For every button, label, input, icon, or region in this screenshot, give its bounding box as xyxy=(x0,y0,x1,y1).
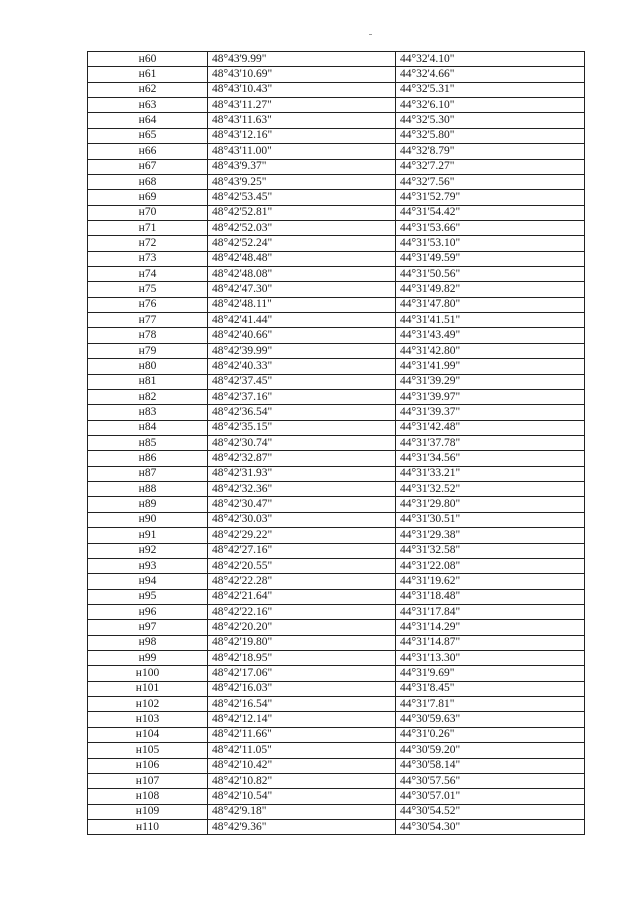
table-row xyxy=(88,727,585,742)
point-name-cell: н100 xyxy=(88,666,208,681)
table-row xyxy=(88,52,585,67)
latitude-cell: 48°42'37.45" xyxy=(208,374,396,389)
table-row xyxy=(88,297,585,312)
longitude-cell: 44°32'6.10" xyxy=(396,98,585,113)
longitude-cell: 44°32'7.56" xyxy=(396,174,585,189)
point-name-cell: н103 xyxy=(88,712,208,727)
table-row xyxy=(88,313,585,328)
latitude-cell: 48°42'40.33" xyxy=(208,359,396,374)
latitude-cell: 48°42'20.55" xyxy=(208,558,396,573)
longitude-cell: 44°31'39.37" xyxy=(396,405,585,420)
point-name-cell: н99 xyxy=(88,651,208,666)
longitude-cell: 44°32'7.27" xyxy=(396,159,585,174)
longitude-cell: 44°30'59.20" xyxy=(396,743,585,758)
latitude-cell: 48°43'11.63" xyxy=(208,113,396,128)
longitude-cell: 44°31'39.29" xyxy=(396,374,585,389)
longitude-cell: 44°31'22.08" xyxy=(396,558,585,573)
table-row xyxy=(88,681,585,696)
latitude-cell: 48°42'53.45" xyxy=(208,190,396,205)
latitude-cell: 48°42'9.18" xyxy=(208,804,396,819)
longitude-cell: 44°31'32.52" xyxy=(396,482,585,497)
latitude-cell: 48°42'47.30" xyxy=(208,282,396,297)
longitude-cell: 44°32'4.66" xyxy=(396,67,585,82)
latitude-cell: 48°42'11.05" xyxy=(208,743,396,758)
point-name-cell: н82 xyxy=(88,389,208,404)
latitude-cell: 48°42'18.95" xyxy=(208,651,396,666)
point-name-cell: н71 xyxy=(88,220,208,235)
table-row xyxy=(88,712,585,727)
latitude-cell: 48°42'22.28" xyxy=(208,574,396,589)
latitude-cell: 48°43'9.25" xyxy=(208,174,396,189)
point-name-cell: н97 xyxy=(88,620,208,635)
table-row xyxy=(88,773,585,788)
latitude-cell: 48°42'52.81" xyxy=(208,205,396,220)
point-name-cell: н89 xyxy=(88,497,208,512)
longitude-cell: 44°31'30.51" xyxy=(396,512,585,527)
latitude-cell: 48°42'17.06" xyxy=(208,666,396,681)
table-row xyxy=(88,743,585,758)
point-name-cell: н61 xyxy=(88,67,208,82)
point-name-cell: н91 xyxy=(88,528,208,543)
longitude-cell: 44°31'0.26" xyxy=(396,727,585,742)
longitude-cell: 44°31'9.69" xyxy=(396,666,585,681)
table-row xyxy=(88,174,585,189)
longitude-cell: 44°31'29.38" xyxy=(396,528,585,543)
longitude-cell: 44°31'14.29" xyxy=(396,620,585,635)
table-row xyxy=(88,190,585,205)
latitude-cell: 48°42'36.54" xyxy=(208,405,396,420)
table-row xyxy=(88,389,585,404)
table-row xyxy=(88,666,585,681)
longitude-cell: 44°30'57.56" xyxy=(396,773,585,788)
latitude-cell: 48°42'12.14" xyxy=(208,712,396,727)
latitude-cell: 48°42'21.64" xyxy=(208,589,396,604)
longitude-cell: 44°31'29.80" xyxy=(396,497,585,512)
point-name-cell: н75 xyxy=(88,282,208,297)
point-name-cell: н77 xyxy=(88,313,208,328)
table-row xyxy=(88,512,585,527)
table-row xyxy=(88,220,585,235)
coordinates-table xyxy=(87,51,585,835)
point-name-cell: н63 xyxy=(88,98,208,113)
longitude-cell: 44°32'5.80" xyxy=(396,128,585,143)
latitude-cell: 48°43'12.16" xyxy=(208,128,396,143)
latitude-cell: 48°42'16.03" xyxy=(208,681,396,696)
latitude-cell: 48°42'9.36" xyxy=(208,819,396,834)
longitude-cell: 44°31'49.82" xyxy=(396,282,585,297)
point-name-cell: н92 xyxy=(88,543,208,558)
point-name-cell: н65 xyxy=(88,128,208,143)
longitude-cell: 44°31'42.48" xyxy=(396,420,585,435)
table-row xyxy=(88,282,585,297)
latitude-cell: 48°42'48.08" xyxy=(208,267,396,282)
table-row xyxy=(88,128,585,143)
table-row xyxy=(88,374,585,389)
longitude-cell: 44°31'19.62" xyxy=(396,574,585,589)
point-name-cell: н87 xyxy=(88,466,208,481)
longitude-cell: 44°30'54.30" xyxy=(396,819,585,834)
table-row xyxy=(88,451,585,466)
latitude-cell: 48°42'10.42" xyxy=(208,758,396,773)
table-row xyxy=(88,420,585,435)
table-row xyxy=(88,758,585,773)
longitude-cell: 44°31'18.48" xyxy=(396,589,585,604)
longitude-cell: 44°31'41.99" xyxy=(396,359,585,374)
longitude-cell: 44°32'5.30" xyxy=(396,113,585,128)
longitude-cell: 44°31'49.59" xyxy=(396,251,585,266)
table-row xyxy=(88,620,585,635)
point-name-cell: н74 xyxy=(88,267,208,282)
point-name-cell: н66 xyxy=(88,144,208,159)
latitude-cell: 48°42'31.93" xyxy=(208,466,396,481)
point-name-cell: н107 xyxy=(88,773,208,788)
latitude-cell: 48°42'39.99" xyxy=(208,343,396,358)
longitude-cell: 44°31'42.80" xyxy=(396,343,585,358)
point-name-cell: н105 xyxy=(88,743,208,758)
point-name-cell: н96 xyxy=(88,604,208,619)
longitude-cell: 44°31'50.56" xyxy=(396,267,585,282)
longitude-cell: 44°31'41.51" xyxy=(396,313,585,328)
point-name-cell: н72 xyxy=(88,236,208,251)
table-row xyxy=(88,558,585,573)
point-name-cell: н101 xyxy=(88,681,208,696)
latitude-cell: 48°42'35.15" xyxy=(208,420,396,435)
latitude-cell: 48°43'11.27" xyxy=(208,98,396,113)
longitude-cell: 44°31'47.80" xyxy=(396,297,585,312)
table-row xyxy=(88,113,585,128)
longitude-cell: 44°31'37.78" xyxy=(396,435,585,450)
point-name-cell: н62 xyxy=(88,82,208,97)
point-name-cell: н109 xyxy=(88,804,208,819)
longitude-cell: 44°30'54.52" xyxy=(396,804,585,819)
table-row xyxy=(88,819,585,834)
latitude-cell: 48°42'32.87" xyxy=(208,451,396,466)
longitude-cell: 44°32'4.10" xyxy=(396,52,585,67)
point-name-cell: н88 xyxy=(88,482,208,497)
point-name-cell: н76 xyxy=(88,297,208,312)
table-row xyxy=(88,574,585,589)
table-row xyxy=(88,435,585,450)
table-row xyxy=(88,98,585,113)
latitude-cell: 48°42'30.74" xyxy=(208,435,396,450)
table-row xyxy=(88,328,585,343)
point-name-cell: н86 xyxy=(88,451,208,466)
longitude-cell: 44°31'8.45" xyxy=(396,681,585,696)
latitude-cell: 48°42'32.36" xyxy=(208,482,396,497)
table-row xyxy=(88,497,585,512)
point-name-cell: н90 xyxy=(88,512,208,527)
point-name-cell: н106 xyxy=(88,758,208,773)
table-row xyxy=(88,343,585,358)
latitude-cell: 48°42'37.16" xyxy=(208,389,396,404)
latitude-cell: 48°42'30.03" xyxy=(208,512,396,527)
table-row xyxy=(88,635,585,650)
latitude-cell: 48°42'30.47" xyxy=(208,497,396,512)
latitude-cell: 48°43'9.37" xyxy=(208,159,396,174)
longitude-cell: 44°31'43.49" xyxy=(396,328,585,343)
latitude-cell: 48°42'29.22" xyxy=(208,528,396,543)
page-number-mark xyxy=(369,34,372,35)
longitude-cell: 44°31'32.58" xyxy=(396,543,585,558)
latitude-cell: 48°43'9.99" xyxy=(208,52,396,67)
longitude-cell: 44°32'8.79" xyxy=(396,144,585,159)
latitude-cell: 48°42'52.24" xyxy=(208,236,396,251)
table-row xyxy=(88,589,585,604)
table-row xyxy=(88,236,585,251)
longitude-cell: 44°31'7.81" xyxy=(396,697,585,712)
point-name-cell: н83 xyxy=(88,405,208,420)
longitude-cell: 44°30'57.01" xyxy=(396,789,585,804)
longitude-cell: 44°31'53.66" xyxy=(396,220,585,235)
longitude-cell: 44°30'59.63" xyxy=(396,712,585,727)
point-name-cell: н104 xyxy=(88,727,208,742)
point-name-cell: н102 xyxy=(88,697,208,712)
table-row xyxy=(88,82,585,97)
latitude-cell: 48°42'11.66" xyxy=(208,727,396,742)
table-row xyxy=(88,251,585,266)
table-row xyxy=(88,604,585,619)
table-row xyxy=(88,159,585,174)
longitude-cell: 44°31'52.79" xyxy=(396,190,585,205)
point-name-cell: н60 xyxy=(88,52,208,67)
latitude-cell: 48°43'10.69" xyxy=(208,67,396,82)
point-name-cell: н73 xyxy=(88,251,208,266)
table-row xyxy=(88,804,585,819)
latitude-cell: 48°42'40.66" xyxy=(208,328,396,343)
point-name-cell: н64 xyxy=(88,113,208,128)
longitude-cell: 44°31'13.30" xyxy=(396,651,585,666)
point-name-cell: н93 xyxy=(88,558,208,573)
longitude-cell: 44°31'34.56" xyxy=(396,451,585,466)
latitude-cell: 48°42'52.03" xyxy=(208,220,396,235)
longitude-cell: 44°31'39.97" xyxy=(396,389,585,404)
point-name-cell: н70 xyxy=(88,205,208,220)
longitude-cell: 44°30'58.14" xyxy=(396,758,585,773)
latitude-cell: 48°42'22.16" xyxy=(208,604,396,619)
table-row xyxy=(88,405,585,420)
point-name-cell: н69 xyxy=(88,190,208,205)
latitude-cell: 48°42'10.82" xyxy=(208,773,396,788)
latitude-cell: 48°43'10.43" xyxy=(208,82,396,97)
point-name-cell: н80 xyxy=(88,359,208,374)
table-row xyxy=(88,482,585,497)
table-row xyxy=(88,359,585,374)
point-name-cell: н79 xyxy=(88,343,208,358)
table-row xyxy=(88,205,585,220)
table-row xyxy=(88,651,585,666)
longitude-cell: 44°31'54.42" xyxy=(396,205,585,220)
table-row xyxy=(88,144,585,159)
latitude-cell: 48°42'16.54" xyxy=(208,697,396,712)
longitude-cell: 44°31'17.84" xyxy=(396,604,585,619)
point-name-cell: н108 xyxy=(88,789,208,804)
point-name-cell: н67 xyxy=(88,159,208,174)
latitude-cell: 48°42'48.48" xyxy=(208,251,396,266)
table-row xyxy=(88,267,585,282)
longitude-cell: 44°31'14.87" xyxy=(396,635,585,650)
coordinates-table-body xyxy=(88,52,585,835)
point-name-cell: н84 xyxy=(88,420,208,435)
latitude-cell: 48°43'11.00" xyxy=(208,144,396,159)
longitude-cell: 44°31'33.21" xyxy=(396,466,585,481)
latitude-cell: 48°42'19.80" xyxy=(208,635,396,650)
point-name-cell: н110 xyxy=(88,819,208,834)
latitude-cell: 48°42'10.54" xyxy=(208,789,396,804)
latitude-cell: 48°42'48.11" xyxy=(208,297,396,312)
table-row xyxy=(88,697,585,712)
latitude-cell: 48°42'20.20" xyxy=(208,620,396,635)
table-row xyxy=(88,528,585,543)
point-name-cell: н95 xyxy=(88,589,208,604)
point-name-cell: н68 xyxy=(88,174,208,189)
point-name-cell: н94 xyxy=(88,574,208,589)
point-name-cell: н81 xyxy=(88,374,208,389)
point-name-cell: н98 xyxy=(88,635,208,650)
latitude-cell: 48°42'41.44" xyxy=(208,313,396,328)
longitude-cell: 44°31'53.10" xyxy=(396,236,585,251)
table-row xyxy=(88,543,585,558)
table-row xyxy=(88,67,585,82)
point-name-cell: н85 xyxy=(88,435,208,450)
longitude-cell: 44°32'5.31" xyxy=(396,82,585,97)
point-name-cell: н78 xyxy=(88,328,208,343)
latitude-cell: 48°42'27.16" xyxy=(208,543,396,558)
table-row xyxy=(88,466,585,481)
table-row xyxy=(88,789,585,804)
